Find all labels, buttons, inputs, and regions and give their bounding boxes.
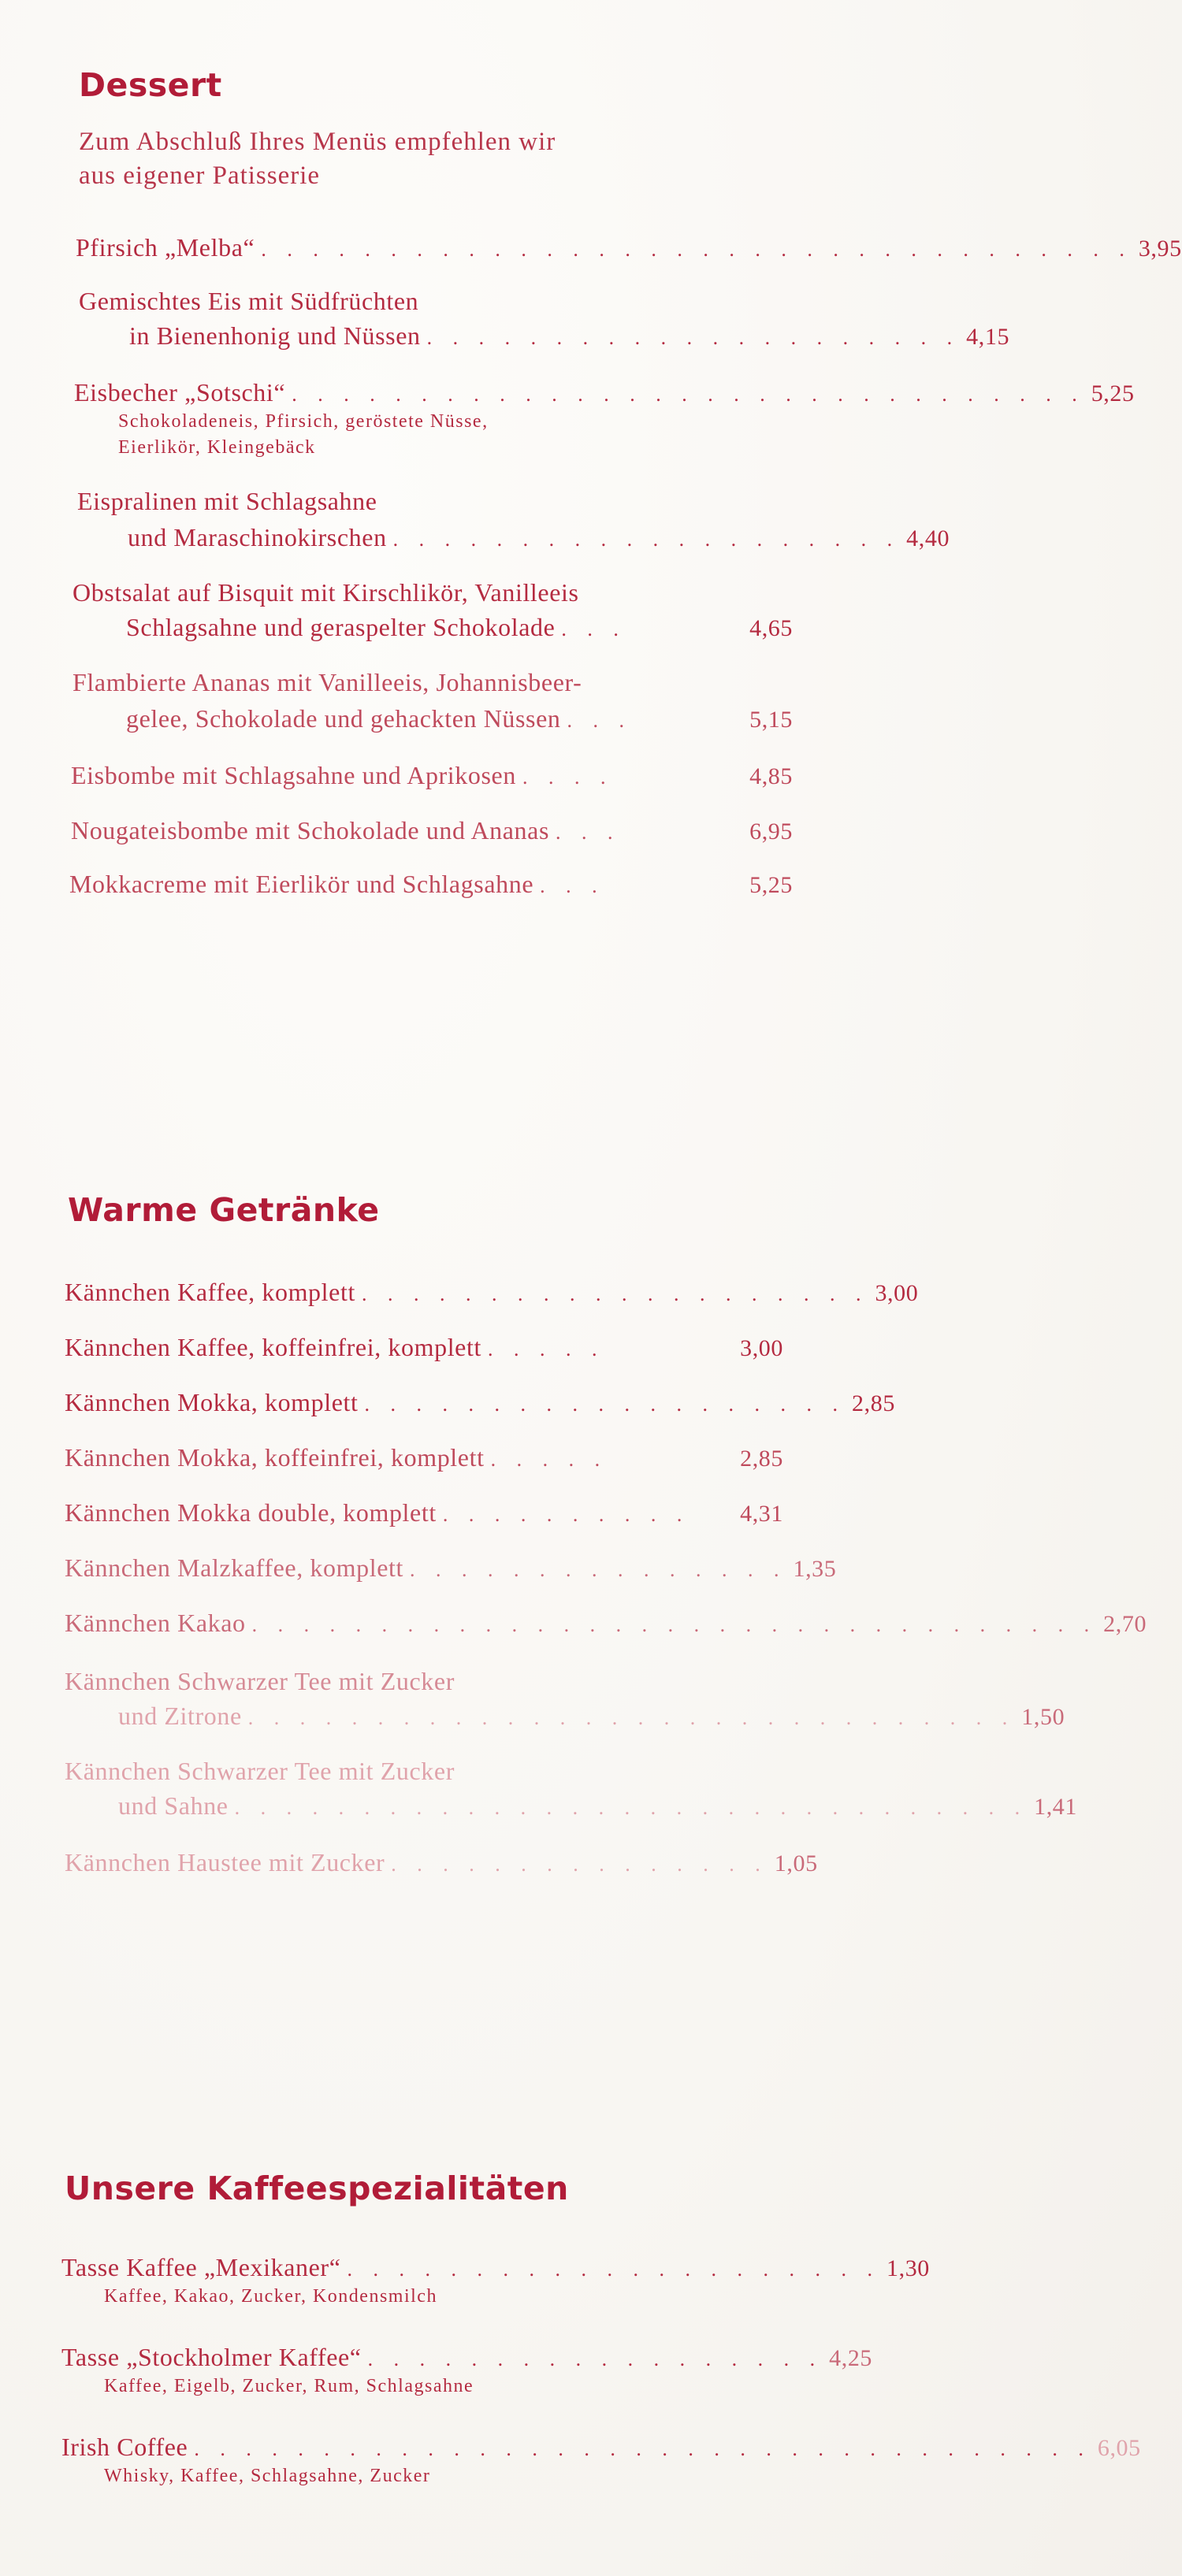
item-name-line1: Flambierte Ananas mit Vanilleeis, Johannisbeer-	[72, 668, 582, 696]
item-price: 4,40	[906, 525, 950, 551]
menu-item-obstsalat-line1	[72, 577, 790, 608]
item-name: Eisbecher „Sotschi“	[74, 378, 286, 406]
item-price: 4,25	[829, 2345, 873, 2371]
menu-item-flambierte-ananas-line1	[72, 666, 790, 698]
item-name: und Sahne	[118, 1791, 229, 1820]
dot-leader: . . . . . . . . . . . . . . .	[391, 1853, 768, 1876]
menu-item-eisbecher-sotschi	[74, 377, 1135, 410]
item-name-line1: Eispralinen mit Schlagsahne	[77, 487, 377, 515]
menu-item-eispralinen	[128, 522, 950, 555]
item-name: Pfirsich „Melba“	[76, 233, 255, 262]
item-name: Kännchen Haustee mit Zucker	[65, 1848, 385, 1876]
item-description: Whisky, Kaffee, Schlagsahne, Zucker	[104, 2466, 431, 2486]
menu-item-obstsalat	[126, 611, 793, 645]
item-name-line1: Kännchen Schwarzer Tee mit Zucker	[65, 1667, 455, 1695]
dot-leader: . . . . . . . . . . . . . . . . . . . . . . . . . . . . . . .	[234, 1796, 1028, 1819]
dot-leader: . . . . . . . . . . . . . . . . . . . . . . . . . . . . . . . . . .	[261, 238, 1132, 261]
item-price: 1,41	[1034, 1794, 1078, 1820]
item-price: 1,30	[886, 2255, 930, 2281]
item-name: Kännchen Kakao	[65, 1609, 246, 1637]
menu-item-schwarzer-tee-sahne	[118, 1790, 1078, 1824]
dot-leader: . . . . .	[487, 1338, 605, 1360]
item-price: 2,85	[740, 1446, 783, 1472]
item-price: 4,85	[749, 763, 793, 789]
menu-item-mokka-double	[65, 1497, 783, 1531]
item-name: Tasse Kaffee „Mexikaner“	[61, 2253, 341, 2281]
item-price: 3,00	[875, 1280, 919, 1306]
menu-item-flambierte-ananas	[126, 703, 793, 737]
item-name: und Zitrone	[118, 1702, 242, 1730]
dot-leader: . . . . . . . . . . . . . . . . . . . .	[392, 528, 901, 551]
item-name: Kännchen Malzkaffee, komplett	[65, 1553, 403, 1582]
dot-leader: . . . . . . . . . . . . . . . . . . . . .	[347, 2258, 880, 2281]
menu-item-kaffee-komplett	[65, 1276, 919, 1310]
dessert-intro-line1: Zum Abschluß Ihres Menüs empfehlen wir	[79, 128, 556, 156]
dot-leader: . . . .	[522, 766, 614, 789]
item-price: 1,50	[1021, 1704, 1065, 1730]
item-name: Irish Coffee	[61, 2433, 188, 2461]
dot-leader: . . . . . . . . . . . . . . . . . . . . . . . . . . . . . . .	[292, 383, 1085, 406]
item-price: 2,85	[852, 1390, 895, 1416]
dot-leader: . . . . . . . . . . . . . . .	[409, 1558, 787, 1581]
menu-item-gemischtes-eis-line1	[79, 285, 788, 317]
item-name: Kännchen Mokka double, komplett	[65, 1498, 437, 1527]
dot-leader: . . . . . . . . . . . . . . . . . . . .	[361, 1282, 869, 1305]
menu-item-pfirsich-melba	[76, 232, 1182, 265]
dot-leader: . . . . . . . . . . . . . . . . . . . . . . . . . . . . . . . . . . .	[194, 2437, 1091, 2460]
item-name: Kännchen Kaffee, komplett	[65, 1278, 355, 1306]
item-name: Schlagsahne und geraspelter Schokolade	[126, 613, 556, 641]
menu-item-schwarzer-tee-sahne-line1	[65, 1755, 774, 1787]
dot-leader: . . . . . . . . . .	[442, 1503, 690, 1526]
item-price: 5,15	[749, 707, 793, 733]
dot-leader: . . .	[540, 874, 605, 897]
item-name-line1: Kännchen Schwarzer Tee mit Zucker	[65, 1757, 455, 1785]
item-name-line1: Gemischtes Eis mit Südfrüchten	[79, 287, 419, 315]
item-name: Eisbombe mit Schlagsahne und Aprikosen	[71, 761, 516, 789]
menu-item-gemischtes-eis	[129, 320, 1010, 354]
dot-leader: . . . . . . . . . . . . . . . . . . .	[364, 1393, 846, 1416]
coffee-specials-heading: Unsere Kaffeespezialitäten	[65, 2170, 569, 2207]
dot-leader: . . .	[561, 618, 626, 640]
item-price: 1,05	[774, 1850, 818, 1876]
item-price: 5,25	[1091, 380, 1135, 406]
item-price: 4,65	[749, 615, 793, 641]
menu-item-haustee	[65, 1847, 818, 1880]
item-price: 4,15	[966, 324, 1010, 350]
menu-item-schwarzer-tee-zitrone-line1	[65, 1665, 774, 1697]
item-name: in Bienenhonig und Nüssen	[129, 321, 421, 350]
warm-drinks-heading: Warme Getränke	[68, 1191, 380, 1229]
menu-item-eisbombe	[71, 759, 793, 793]
item-description-line1: Schokoladeneis, Pfirsich, geröstete Nüsse,	[118, 411, 489, 432]
menu-item-mexikaner	[61, 2251, 930, 2285]
dot-leader: . . . . .	[490, 1448, 608, 1471]
menu-item-malzkaffee	[65, 1552, 837, 1586]
dot-leader: . . .	[567, 709, 633, 732]
item-name: und Maraschinokirschen	[128, 523, 387, 551]
menu-item-mokka-komplett	[65, 1386, 895, 1420]
item-description: Kaffee, Eigelb, Zucker, Rum, Schlagsahne	[104, 2376, 474, 2396]
item-price: 6,95	[749, 818, 793, 844]
item-price: 6,05	[1097, 2435, 1141, 2461]
dessert-intro-line2: aus eigener Patisserie	[79, 161, 321, 190]
menu-item-schwarzer-tee-zitrone	[118, 1700, 1065, 1734]
item-price: 1,35	[793, 1556, 837, 1582]
menu-item-mokkacreme	[69, 868, 793, 902]
item-description: Kaffee, Kakao, Zucker, Kondensmilch	[104, 2286, 437, 2307]
item-name-line1: Obstsalat auf Bisquit mit Kirschlikör, Vanilleeis	[72, 578, 579, 607]
menu-item-stockholmer-kaffee	[61, 2341, 873, 2375]
item-price: 2,70	[1103, 1611, 1147, 1637]
item-price: 3,00	[740, 1335, 783, 1361]
item-name: Kännchen Kaffee, koffeinfrei, komplett	[65, 1333, 481, 1361]
item-name: Kännchen Mokka, komplett	[65, 1388, 359, 1416]
dessert-heading: Dessert	[79, 66, 222, 104]
dot-leader: . . . . . . . . . . . . . . . . . . . . . . . . . . . . . . . . .	[251, 1613, 1098, 1636]
menu-item-kaffee-koffeinfrei	[65, 1331, 783, 1365]
dot-leader: . . . . . . . . . . . . . . . . . .	[367, 2348, 823, 2370]
item-name: Kännchen Mokka, koffeinfrei, komplett	[65, 1443, 485, 1472]
menu-item-eispralinen-line1	[77, 485, 786, 517]
menu-item-mokka-koffeinfrei	[65, 1442, 783, 1475]
dot-leader: . . . . . . . . . . . . . . . . . . . . .	[426, 326, 961, 349]
item-price: 4,31	[740, 1501, 783, 1527]
item-name: Mokkacreme mit Eierlikör und Schlagsahne	[69, 870, 534, 898]
item-name: gelee, Schokolade und gehackten Nüssen	[126, 704, 561, 733]
menu-item-kakao	[65, 1607, 1147, 1641]
item-price: 5,25	[749, 872, 793, 898]
item-description-line2: Eierlikör, Kleingebäck	[118, 437, 316, 458]
dot-leader: . . .	[556, 821, 621, 844]
menu-item-irish-coffee	[61, 2431, 1141, 2465]
menu-item-nougateisbombe	[71, 815, 793, 848]
item-name: Tasse „Stockholmer Kaffee“	[61, 2343, 362, 2371]
item-price: 3,95	[1138, 236, 1182, 262]
dot-leader: . . . . . . . . . . . . . . . . . . . . . . . . . . . . . .	[247, 1706, 1016, 1729]
item-name: Nougateisbombe mit Schokolade und Ananas	[71, 816, 550, 844]
